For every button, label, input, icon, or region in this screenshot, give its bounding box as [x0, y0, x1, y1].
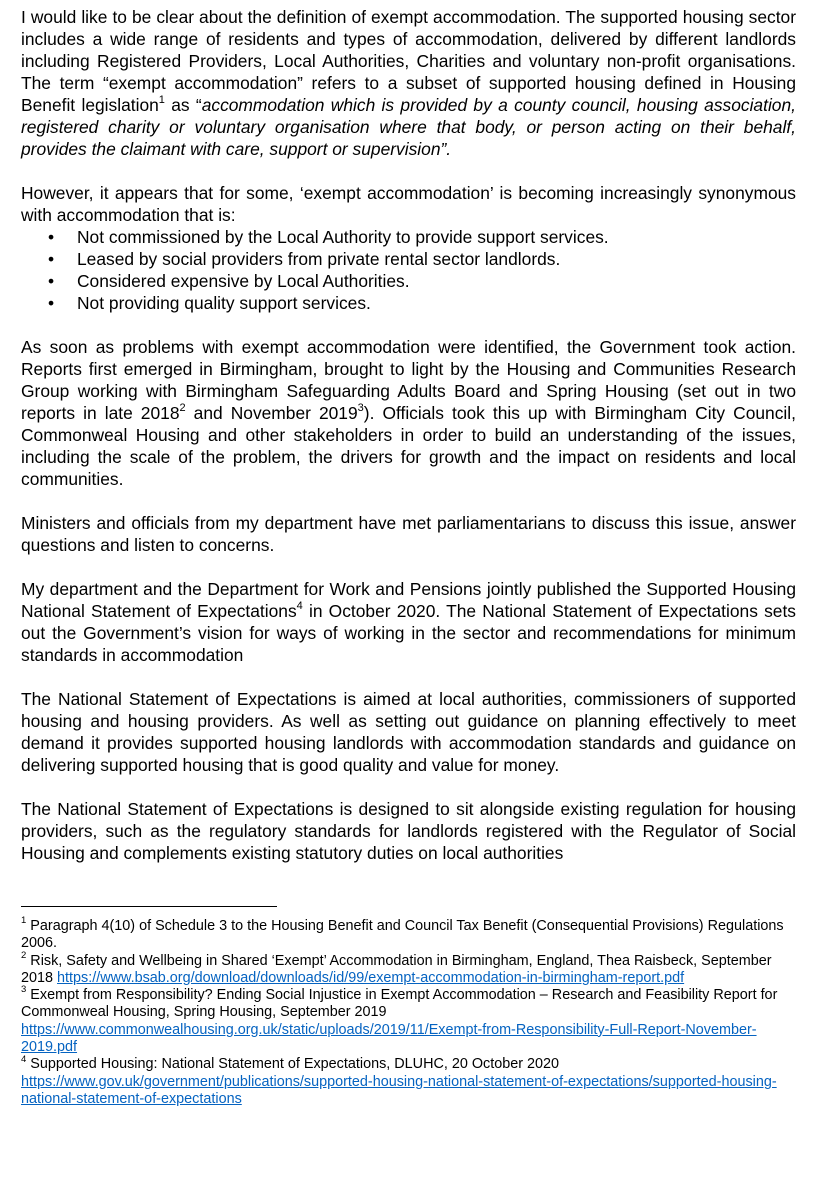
paragraph-ministers: Ministers and officials from my department have met parliamentarians to discuss this issue, answer questions and listen to concerns.: [21, 513, 796, 555]
paragraph-government-action: As soon as problems with exempt accommodation were identified, the Government took action. Reports first emerged in Birmingham, brought to light by the Housing and Communities Research Group working with Birmingham Safeguarding Adults Board and Spring Housing (set out in two reports in late 2018$^2$ and November 2019$^3$). Officials took this up with Birmingham City Council, Commonweal Housing and other stakeholders in order to build an understanding of the issues, including the scale of the problem, the drivers for growth and the impact on residents and local communities.: [21, 337, 796, 489]
bullet-item: • Leased by social providers from private rental sector landlords.: [48, 249, 561, 269]
document-body: [21, 6, 796, 864]
legislation-quote: accommodation which is provided by a county council, housing association, registered charity or voluntary organisation where that body, or person acting on their behalf, provides the claimant with care, support or supervision”.: [21, 95, 796, 159]
paragraph-exempt-definition: I would like to be clear about the definition of exempt accommodation. The supported housing sector includes a wide range of residents and types of accommodation, delivered by different landlords including Registered Providers, Local Authorities, Charities and voluntary non-profit organisations. The term “exempt accommodation” refers to a subset of supported housing defined in Housing Benefit legislation$^1$ as “accommodation which is provided by a county council, housing association, registered charity or voluntary organisation where that body, or person acting on their behalf, provides the claimant with care, support or supervision”.: [21, 7, 796, 159]
footnote-2: $^2$ Risk, Safety and Wellbeing in Shared ‘Exempt’ Accommodation in Birmingham, England, Thea Raisbeck, September 2018 https://www.bsab.org/download/downloads/id/99/exempt-accommodation-in-birmingham-report.pdf: [21, 949, 772, 986]
bullet-list: [21, 226, 796, 314]
paragraph-statement-aim: The National Statement of Expectations is aimed at local authorities, commissioners of supported housing and housing providers. As well as setting out guidance on planning effectively to meet demand it provides supported housing landlords with accommodation standards and guidance on delivering supported housing that is good quality and value for money.: [21, 689, 796, 775]
footnote-ref-4[interactable]: 4: [296, 600, 303, 613]
footnote-ref-2[interactable]: 2: [179, 402, 186, 415]
footnote-4-link[interactable]: https://www.gov.uk/government/publications/supported-housing-national-statement-of-expectations/supported-housing-national-statement-of-expectations: [21, 1073, 777, 1107]
footnote-1: $^1$ Paragraph 4(10) of Schedule 3 to the Housing Benefit and Council Tax Benefit (Consequential Provisions) Regulations 2006.: [21, 915, 784, 952]
footnote-ref-3[interactable]: 3: [357, 402, 364, 415]
bullet-item: • Not commissioned by the Local Authority to provide support services.: [48, 227, 609, 247]
footnote-4: $^4$ Supported Housing: National Statement of Expectations, DLUHC, 20 October 2020 https://www.gov.uk/government/publications/supported-housing-national-statement-of-expectations/supported-housing-national-statement-of-expectations: [21, 1053, 777, 1107]
bullet-icon: •: [48, 227, 55, 247]
footnote-separator: [21, 906, 277, 907]
bullet-item: • Considered expensive by Local Authorities.: [48, 271, 410, 291]
footnotes: [21, 915, 796, 1108]
footnote-ref-1[interactable]: 1: [158, 94, 165, 107]
bullet-icon: •: [48, 271, 55, 291]
bullet-icon: •: [48, 249, 55, 269]
bullet-item: • Not providing quality support services.: [48, 293, 371, 313]
bullet-icon: •: [48, 293, 55, 313]
footnote-2-link[interactable]: https://www.bsab.org/download/downloads/id/99/exempt-accommodation-in-birmingham-report.pdf: [57, 969, 685, 986]
footnote-3: $^3$ Exempt from Responsibility? Ending Social Injustice in Exempt Accommodation – Research and Feasibility Report for Commonweal Housing, Spring Housing, September 2019 https://www.commonwealhousing.org.uk/static/uploads/2019/11/Exempt-from-Responsibility-Full-Report-November-2019.pdf: [21, 984, 778, 1056]
paragraph-statement-published: My department and the Department for Work and Pensions jointly published the Supported Housing National Statement of Expectations$^4$ in October 2020. The National Statement of Expectations sets out the Government’s vision for ways of working in the sector and recommendations for minimum standards in accommodation: [21, 579, 796, 665]
footnote-3-link[interactable]: https://www.commonwealhousing.org.uk/static/uploads/2019/11/Exempt-from-Responsibility-Full-Report-November-2019.pdf: [21, 1021, 757, 1056]
paragraph-synonymous: However, it appears that for some, ‘exempt accommodation’ is becoming increasingly synonymous with accommodation that is:: [21, 183, 796, 225]
paragraph-statement-design: The National Statement of Expectations is designed to sit alongside existing regulation for housing providers, such as the regulatory standards for landlords registered with the Regulator of Social Housing and complements existing statutory duties on local authorities: [21, 799, 796, 863]
